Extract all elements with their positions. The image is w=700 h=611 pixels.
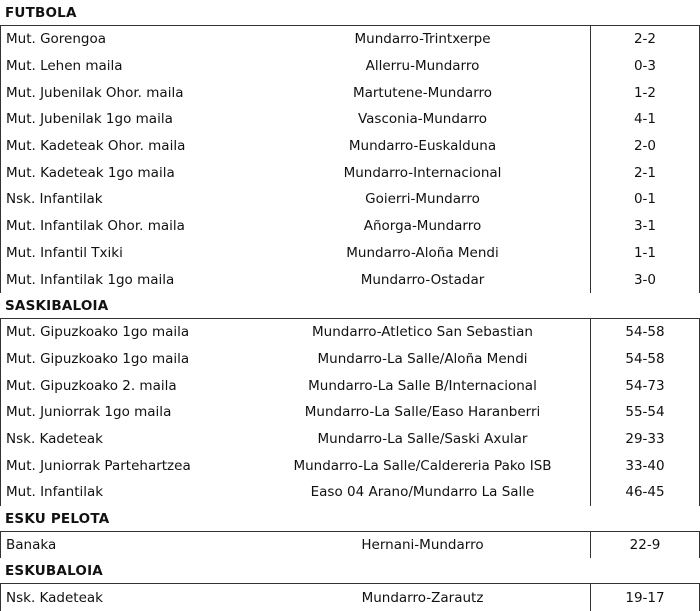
category-cell: Mut. Lehen maila <box>6 58 123 75</box>
category-cell: Mut. Gipuzkoako 1go maila <box>6 350 190 367</box>
table-row <box>0 53 700 80</box>
table-row <box>0 426 700 453</box>
score-cell: 54-58 <box>625 324 665 341</box>
score-cell: 0-3 <box>633 58 657 75</box>
category-cell: Mut. Infantilak Ohor. maila <box>6 218 185 235</box>
match-cell: Goierri-Mundarro <box>365 191 480 208</box>
column-divider <box>0 532 1 559</box>
category-cell: Mut. Kadeteak Ohor. maila <box>6 138 186 155</box>
match-cell: Mundarro-Euskalduna <box>348 138 497 155</box>
column-divider <box>590 584 591 611</box>
column-divider <box>0 584 1 611</box>
table-row <box>0 452 700 479</box>
category-cell: Nsk. Infantilak <box>6 191 103 208</box>
match-cell: Mundarro-La Salle/Easo Haranberri <box>304 404 541 421</box>
table-row <box>0 133 700 160</box>
table-row <box>0 186 700 213</box>
column-divider <box>0 26 1 293</box>
table-row <box>0 266 700 293</box>
score-cell: 4-1 <box>633 111 657 128</box>
score-cell: 3-1 <box>633 218 657 235</box>
table-row <box>0 213 700 240</box>
score-cell: 19-17 <box>625 589 665 606</box>
category-cell: Mut. Jubenilak Ohor. maila <box>6 84 184 101</box>
match-cell: Mundarro-Atletico San Sebastian <box>312 324 533 341</box>
match-cell: Mundarro-Aloña Mendi <box>346 244 499 261</box>
table-row <box>0 159 700 186</box>
section-title: FUTBOLA <box>0 0 700 26</box>
score-cell: 22-9 <box>629 537 661 554</box>
table-row <box>0 319 700 346</box>
match-cell: Mundarro-La Salle/Aloña Mendi <box>317 350 528 367</box>
section-title: ESKUBALOIA <box>0 558 700 584</box>
category-cell: Mut. Infantilak 1go maila <box>6 271 175 288</box>
column-divider <box>590 319 591 506</box>
score-cell: 29-33 <box>625 430 665 447</box>
category-cell: Mut. Gipuzkoako 1go maila <box>6 324 190 341</box>
score-cell: 3-0 <box>633 271 657 288</box>
table-row <box>0 240 700 267</box>
score-cell: 46-45 <box>625 484 665 501</box>
score-cell: 55-54 <box>625 404 665 421</box>
score-cell: 0-1 <box>633 191 657 208</box>
column-divider <box>590 26 591 293</box>
match-cell: Hernani-Mundarro <box>361 537 484 554</box>
match-cell: Añorga-Mundarro <box>363 218 482 235</box>
match-cell: Mundarro-La Salle B/Internacional <box>308 377 537 394</box>
column-divider <box>0 319 1 506</box>
table-row <box>0 106 700 133</box>
match-cell: Mundarro-Ostadar <box>360 271 485 288</box>
match-cell: Mundarro-Trintxerpe <box>354 31 491 48</box>
score-cell: 54-73 <box>625 377 665 394</box>
score-cell: 2-1 <box>633 164 657 181</box>
category-cell: Mut. Juniorrak 1go maila <box>6 404 172 421</box>
score-cell: 2-0 <box>633 138 657 155</box>
score-cell: 1-1 <box>633 244 657 261</box>
category-cell: Banaka <box>6 537 57 554</box>
match-cell: Mundarro-Zarautz <box>361 589 484 606</box>
table-row <box>0 346 700 373</box>
category-cell: Mut. Juniorrak Partehartzea <box>6 457 191 474</box>
table-row <box>0 79 700 106</box>
section-rows <box>0 584 700 611</box>
score-cell: 54-58 <box>625 350 665 367</box>
table-row <box>0 479 700 506</box>
category-cell: Mut. Infantilak <box>6 484 104 501</box>
table-row <box>0 372 700 399</box>
match-cell: Mundarro-Internacional <box>343 164 502 181</box>
score-cell: 33-40 <box>625 457 665 474</box>
section-title: ESKU PELOTA <box>0 506 700 532</box>
category-cell: Nsk. Kadeteak <box>6 589 103 606</box>
match-cell: Allerru-Mundarro <box>365 58 480 75</box>
score-cell: 2-2 <box>633 31 657 48</box>
category-cell: Mut. Gipuzkoako 2. maila <box>6 377 177 394</box>
match-cell: Easo 04 Arano/Mundarro La Salle <box>310 484 535 501</box>
score-cell: 1-2 <box>633 84 657 101</box>
category-cell: Mut. Infantil Txiki <box>6 244 123 261</box>
section-title: SASKIBALOIA <box>0 293 700 319</box>
match-cell: Mundarro-La Salle/Caldereria Pako ISB <box>293 457 552 474</box>
table-row <box>0 584 700 611</box>
section-rows <box>0 532 700 559</box>
table-row <box>0 399 700 426</box>
category-cell: Mut. Kadeteak 1go maila <box>6 164 175 181</box>
section-rows <box>0 319 700 506</box>
match-cell: Vasconia-Mundarro <box>357 111 488 128</box>
section-rows <box>0 26 700 293</box>
match-cell: Mundarro-La Salle/Saski Axular <box>317 430 528 447</box>
match-cell: Martutene-Mundarro <box>352 84 493 101</box>
category-cell: Nsk. Kadeteak <box>6 430 103 447</box>
table-row <box>0 532 700 559</box>
category-cell: Mut. Gorengoa <box>6 31 107 48</box>
table-row <box>0 26 700 53</box>
column-divider <box>590 532 591 559</box>
category-cell: Mut. Jubenilak 1go maila <box>6 111 173 128</box>
